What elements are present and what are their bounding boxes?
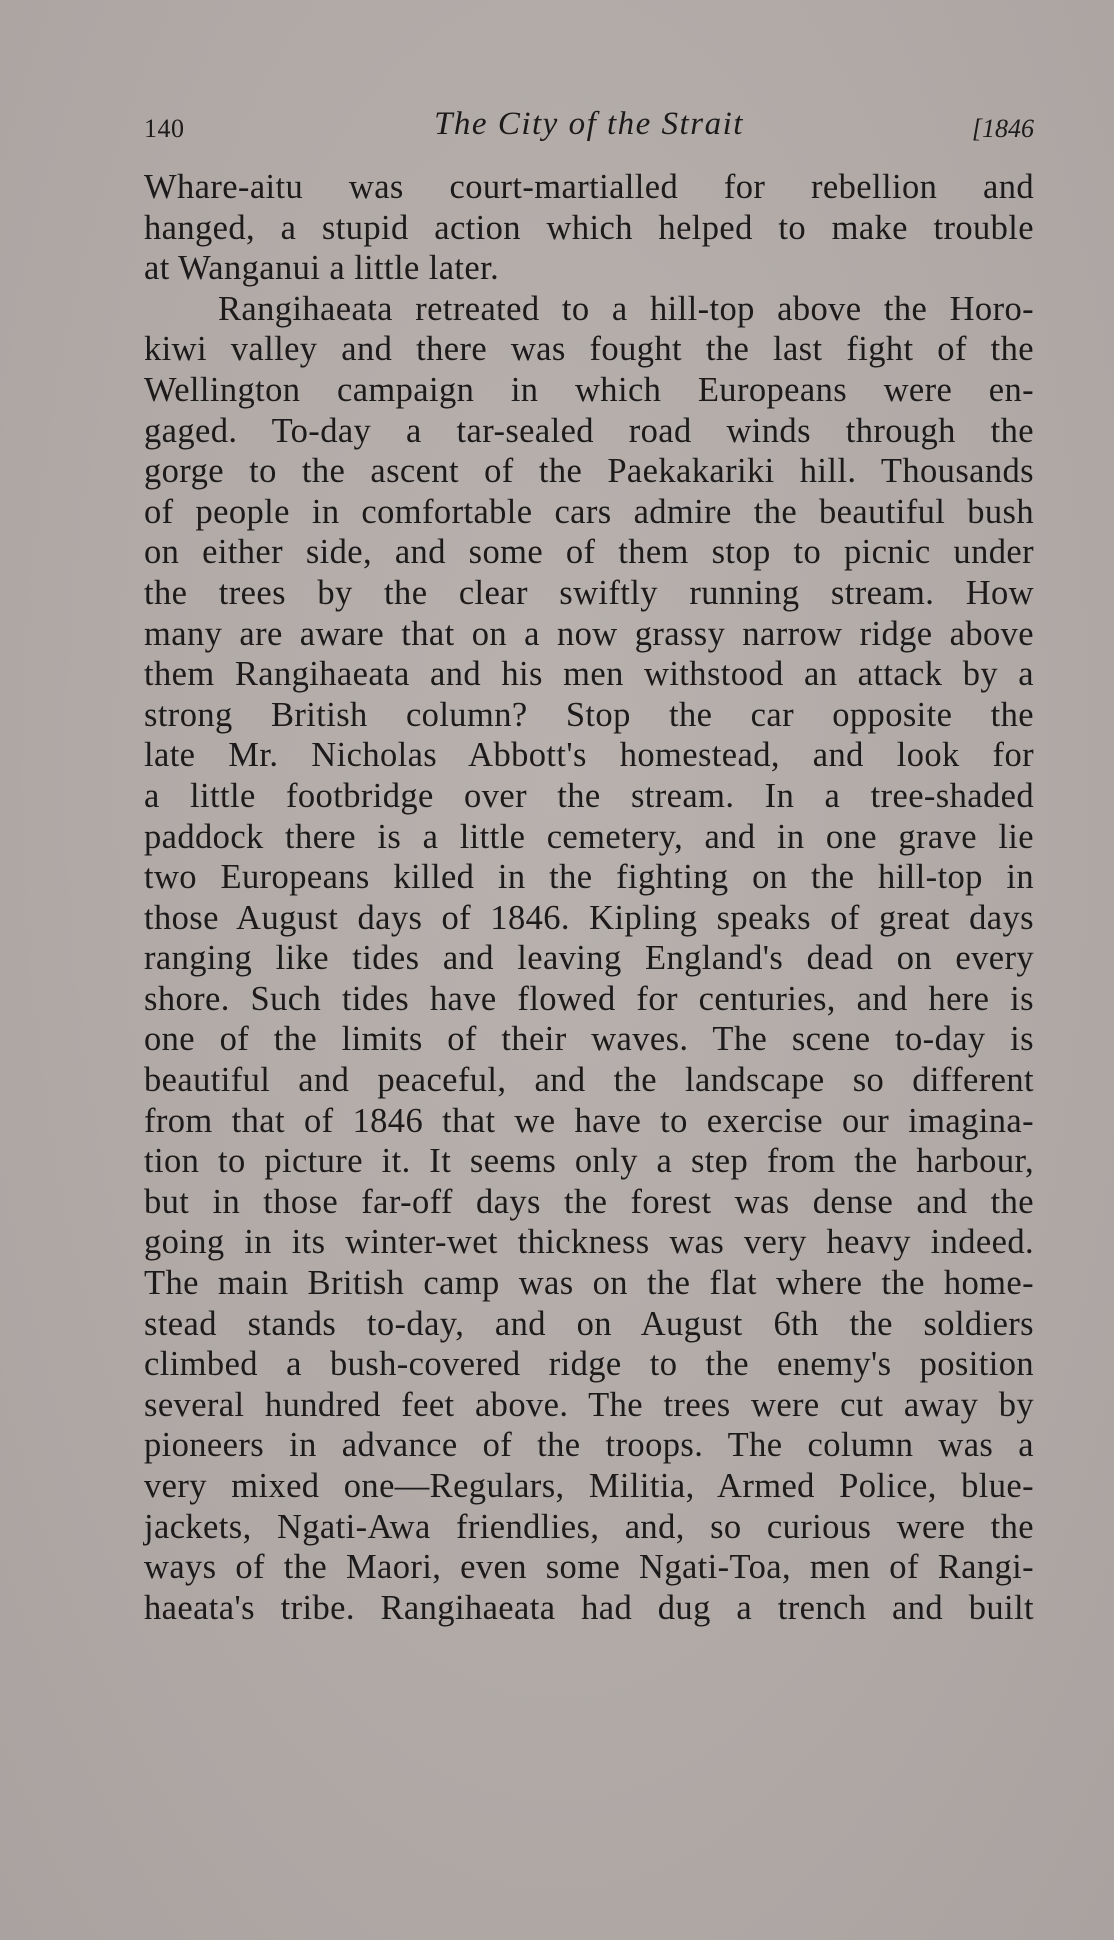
text-line: haeata's tribe. Rangihaeata had dug a trench and built <box>144 1588 1034 1627</box>
text-line: Whare-aitu was court-martialled for rebellion and <box>144 168 1034 206</box>
text-line: beautiful and peaceful, and the landscape so different <box>144 1061 1034 1100</box>
page-number: 140 <box>144 114 185 143</box>
text-line: many are aware that on a now grassy narrow ridge above <box>144 614 1034 653</box>
text-line: one of the limits of their waves. The scene to-day is <box>144 1020 1034 1059</box>
text-line: paddock there is a little cemetery, and in one grave lie <box>144 817 1034 856</box>
text-line: late Mr. Nicholas Abbott's homestead, and look for <box>144 736 1034 775</box>
text-line: gorge to the ascent of the Paekakariki hill. Thousands <box>144 452 1034 491</box>
running-title: The City of the Strait <box>434 106 744 142</box>
body-text <box>144 167 1034 1628</box>
text-line: jackets, Ngati-Awa friendlies, and, so curious were the <box>144 1507 1034 1546</box>
text-line: at Wanganui a little later. <box>144 249 500 288</box>
text-line: gaged. To-day a tar-sealed road winds through the <box>144 411 1034 450</box>
text-line: two Europeans killed in the fighting on the hill-top in <box>144 858 1034 897</box>
text-line: very mixed one—Regulars, Militia, Armed Police, blue- <box>144 1467 1034 1505</box>
text-line: the trees by the clear swiftly running stream. How <box>144 573 1034 612</box>
text-line: a little footbridge over the stream. In a tree-shaded <box>144 776 1034 815</box>
text-line: Wellington campaign in which Europeans were en- <box>144 370 1034 409</box>
text-line: those August days of 1846. Kipling speaks of great days <box>144 898 1034 937</box>
text-line: but in those far-off days the forest was dense and the <box>144 1182 1034 1221</box>
text-line: The main British camp was on the flat where the home- <box>144 1264 1034 1303</box>
page-header <box>144 104 1034 156</box>
text-line: strong British column? Stop the car opposite the <box>144 695 1034 734</box>
text-line: tion to picture it. It seems only a step from the harbour, <box>144 1142 1034 1181</box>
text-line: from that of 1846 that we have to exercise our imagina- <box>144 1101 1034 1140</box>
text-line: shore. Such tides have flowed for centuries, and here is <box>144 979 1034 1018</box>
running-year: [1846 <box>971 114 1034 143</box>
text-line: ranging like tides and leaving England's dead on every <box>144 939 1034 978</box>
text-line: ways of the Maori, even some Ngati-Toa, men of Rangi- <box>144 1548 1034 1587</box>
text-line: them Rangihaeata and his men withstood an attack by a <box>144 655 1034 694</box>
text-line: several hundred feet above. The trees were cut away by <box>144 1385 1034 1424</box>
text-line: kiwi valley and there was fought the last fight of the <box>144 330 1034 369</box>
text-line: pioneers in advance of the troops. The column was a <box>144 1426 1034 1465</box>
text-line: Rangihaeata retreated to a hill-top above the Horo- <box>218 289 1034 328</box>
text-line: going in its winter-wet thickness was very heavy indeed. <box>144 1223 1034 1262</box>
text-line: climbed a bush-covered ridge to the enemy's position <box>144 1345 1034 1384</box>
text-line: hanged, a stupid action which helped to make trouble <box>144 208 1034 247</box>
text-line: on either side, and some of them stop to picnic under <box>144 533 1034 572</box>
text-line: stead stands to-day, and on August 6th the soldiers <box>144 1304 1034 1343</box>
text-line: of people in comfortable cars admire the beautiful bush <box>144 492 1034 531</box>
